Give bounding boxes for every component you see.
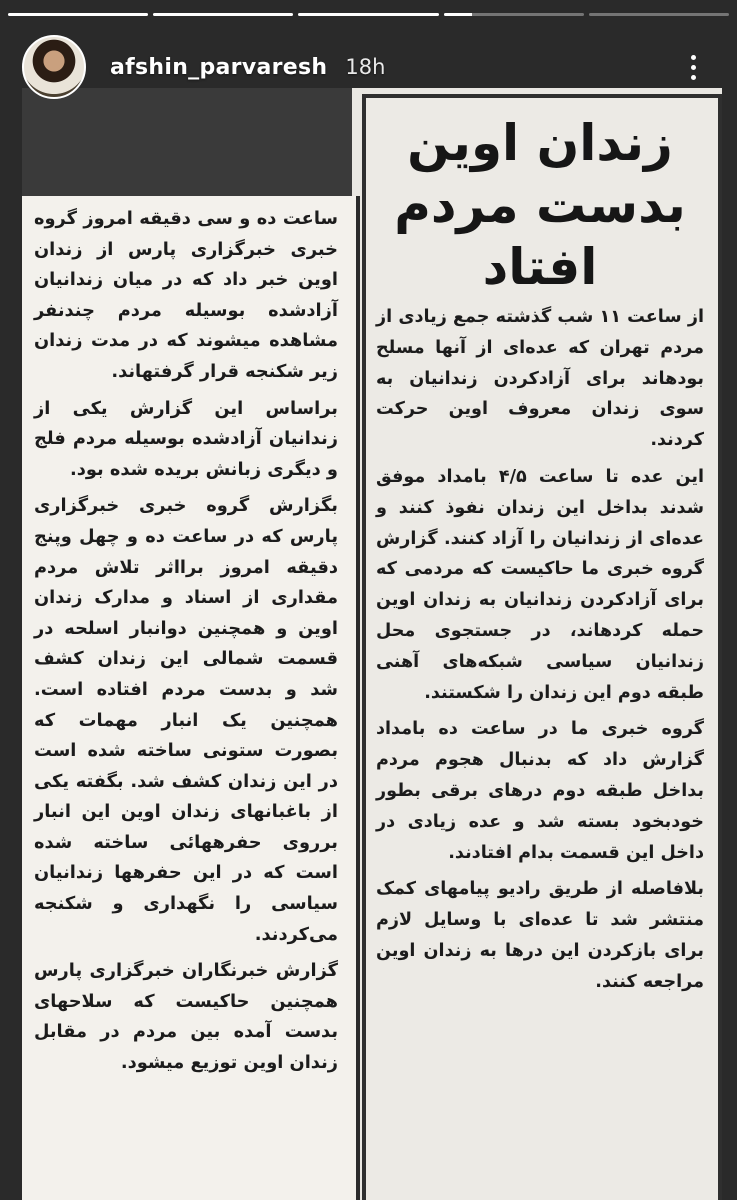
- progress-segment: [153, 13, 293, 16]
- username[interactable]: afshin_parvaresh: [110, 54, 328, 80]
- headline: [376, 112, 704, 298]
- article-paragraph: براساس این گزارش یکی از زندانیان آزادشده بوسیله مردم فلج و دیگری زبانش بریده شده بود.: [34, 397, 338, 480]
- article-paragraph: بگزارش گروه خبری خبرگزاری پارس که در ساعت ده و چهل وپنج دقیقه امروز برااثر تلاش مردم مقداری از اسناد و مدارک زندان اوین و همچنین دوانبار اسلحه در قسمت شمالی این زندان کشف شد و بدست مردم افتاده است. همچنین یک انبار مهمات که بصورت ستونی ساخته شده است در این زندان کشف شد. بگفته یکی از باغبانهای زندان اوین این انبار برروی حفرههائی ساخته شده است که در این حفرهها زندانیان سیاسی را نگهداری و شکنجه می‌کردند.: [34, 495, 338, 945]
- article-paragraph: گروه خبری ما در ساعت ده بامداد گزارش داد که بدنبال هجوم مردم بداخل طبقه دوم درهای برقی بطور خودبخود بسته شد و عده زیادی در داخل این قسمت بدام افتادند.: [376, 719, 704, 863]
- progress-segment: [589, 13, 729, 16]
- headline-line: افتاد: [482, 238, 598, 296]
- article-paragraph: گزارش خبرنگاران خبرگزاری پارس همچنین حاکیست که سلاحهای بدست آمده بین مردم در مقابل زندان اوین توزیع میشود.: [34, 960, 338, 1074]
- article-left-column: [22, 196, 360, 1200]
- progress-segment: [444, 13, 584, 16]
- more-vertical-icon[interactable]: [679, 47, 707, 87]
- avatar[interactable]: [22, 35, 86, 99]
- progress-segment: [8, 13, 148, 16]
- article-paragraph: از ساعت ۱۱ شب گذشته جمع زیادی از مردم تهران که عده‌ای از آنها مسلح بودهاند برای آزادکردن زندانیان به سوی زندان معروف اوین حرکت کردند.: [376, 307, 704, 451]
- background-shadow: [22, 88, 352, 198]
- headline-line: زندان اوین: [407, 114, 673, 172]
- article-paragraph: این عده تا ساعت ۴/۵ بامداد موفق شدند بداخل این زندان نفوذ کنند و عده‌ای از زندانیان را آزاد کنند. گزارش گروه خبری ما حاکیست که مردمی که برای آزادکردن زندانیان به زندان اوین حمله کردهاند، در جستجوی محل زندانیان سیاسی شبکه‌های آهنی طبقه دوم این زندان را شکستند.: [376, 466, 704, 703]
- article-right-column: [362, 94, 722, 1200]
- post-time: 18h: [345, 55, 386, 79]
- headline-line: بدست مردم: [394, 176, 686, 234]
- progress-segment: [298, 13, 438, 16]
- article-paragraph: ساعت ده و سی دقیقه امروز گروه خبری خبرگزاری پارس از زندان اوین خبر داد که در میان زندانیان آزادشده بوسیله مردم چندنفر مشاهده میشوند که در مدت زندان زیر شکنجه قرار گرفتهاند.: [34, 208, 338, 382]
- story-progress-bar: [8, 13, 729, 16]
- newspaper-clipping: [22, 88, 722, 1200]
- article-paragraph: بلافاصله از طریق رادیو پیامهای کمک منتشر شد تا عده‌ای با وسایل لازم برای بازکردن این درها به زندان اوین مراجعه کنند.: [376, 879, 704, 992]
- story-header: [22, 34, 707, 100]
